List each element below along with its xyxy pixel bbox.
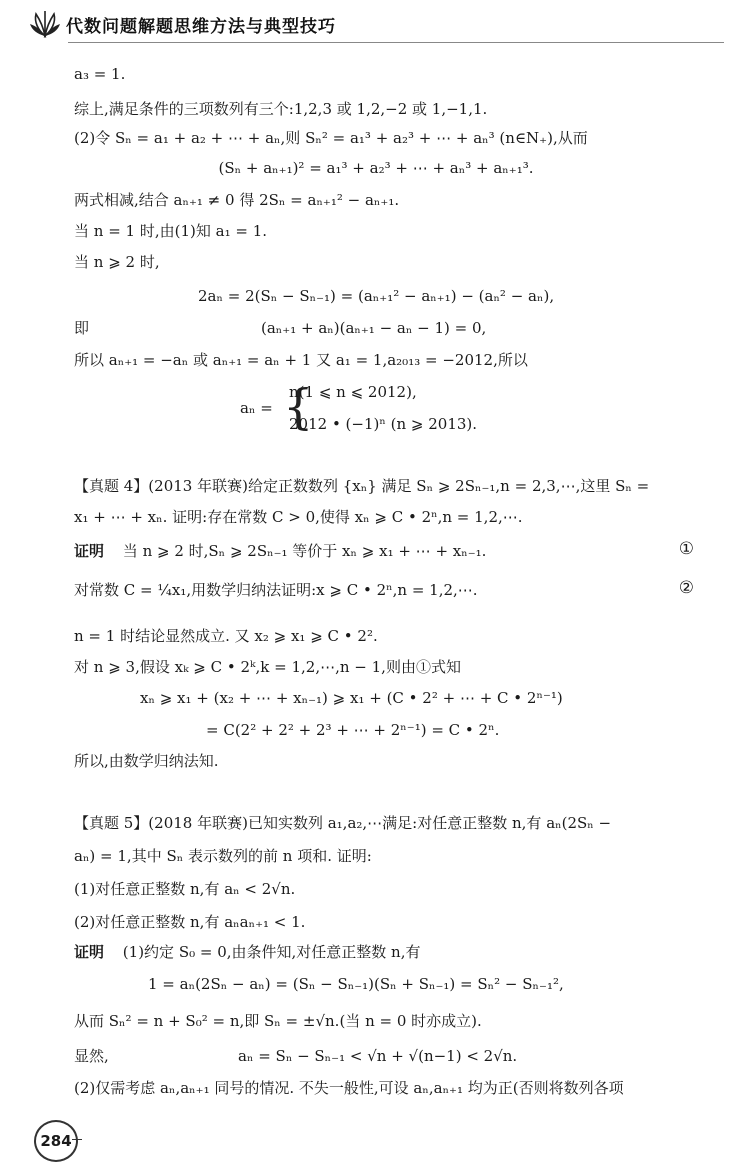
text-line-5: 当 n = 1 时,由(1)知 a₁ = 1. [74, 222, 268, 240]
proof-5-line-1 [74, 942, 420, 962]
problem-4-line-2: x₁ + ⋯ + xₙ. 证明:存在常数 C > 0,使得 xₙ ⩾ C • 2ⁿ,n = 1,2,⋯. [74, 508, 523, 526]
equation-4: xₙ ⩾ x₁ + (x₂ + ⋯ + xₙ₋₁) ⩾ x₁ + (C • 2² + ⋯ + C • 2ⁿ⁻¹) [140, 689, 563, 707]
proof-4-line-4: 对 n ⩾ 3,假设 xₖ ⩾ C • 2ᵏ,k = 1,2,⋯,n − 1,则由①式知 [74, 658, 461, 676]
text-line-7: 即 [74, 319, 90, 337]
text-line-1: a₃ = 1. [74, 65, 126, 83]
equation-6: 1 = aₙ(2Sₙ − aₙ) = (Sₙ − Sₙ₋₁)(Sₙ + Sₙ₋₁) = Sₙ² − Sₙ₋₁², [148, 975, 564, 993]
page-number: 284 [40, 1132, 72, 1150]
text-line-3: (2)令 Sₙ = a₁ + a₂ + ⋯ + aₙ,则 Sₙ² = a₁³ + a₂³ + ⋯ + aₙ³ (n∈N₊),从而 [74, 129, 588, 147]
text-line-2: 综上,满足条件的三项数列有三个:1,2,3 或 1,2,−2 或 1,−1,1. [74, 100, 488, 118]
problem-4-line-1: 【真题 4】(2013 年联赛)给定正数数列 {xₙ} 满足 Sₙ ⩾ 2Sₙ₋₁,n = 2,3,⋯,这里 Sₙ = [74, 477, 650, 495]
piecewise-case-2: 2012 • (−1)ⁿ (n ⩾ 2013). [289, 415, 478, 433]
equation-1: (Sₙ + aₙ₊₁)² = a₁³ + a₂³ + ⋯ + aₙ³ + aₙ₊₁³. [218, 159, 534, 177]
problem-5-item-1: (1)对任意正整数 n,有 aₙ < 2√n. [74, 880, 296, 898]
header-rule [68, 42, 724, 43]
lotus-logo-icon [28, 8, 62, 40]
text-line-4: 两式相减,结合 aₙ₊₁ ≠ 0 得 2Sₙ = aₙ₊₁² − aₙ₊₁. [74, 191, 400, 209]
piecewise-case-1: n(1 ⩽ n ⩽ 2012), [289, 383, 417, 401]
proof-4-line-1 [74, 541, 486, 561]
left-brace: { [283, 379, 314, 435]
equation-2: 2aₙ = 2(Sₙ − Sₙ₋₁) = (aₙ₊₁² − aₙ₊₁) − (aₙ² − aₙ), [198, 287, 555, 305]
proof-4-line-3: n = 1 时结论显然成立. 又 x₂ ⩾ x₁ ⩾ C • 2². [74, 627, 378, 645]
text-line-8: 所以 aₙ₊₁ = −aₙ 或 aₙ₊₁ = aₙ + 1 又 a₁ = 1,a₂₀₁₃ = −2012,所以 [74, 351, 528, 369]
proof-4-text: 当 n ⩾ 2 时,Sₙ ⩾ 2Sₙ₋₁ 等价于 xₙ ⩾ x₁ + ⋯ + xₙ₋₁. [122, 542, 487, 560]
header-title: 代数问题解题思维方法与典型技巧 [66, 16, 336, 37]
page-number-badge [34, 1120, 78, 1162]
proof-4-line-5: 所以,由数学归纳法知. [74, 752, 219, 770]
marker-2: ② [678, 578, 694, 598]
proof-5-text: (1)约定 S₀ = 0,由条件知,对任意正整数 n,有 [122, 943, 421, 961]
text-line-6: 当 n ⩾ 2 时, [74, 253, 160, 271]
problem-5-item-2: (2)对任意正整数 n,有 aₙaₙ₊₁ < 1. [74, 913, 306, 931]
equation-7: aₙ = Sₙ − Sₙ₋₁ < √n + √(n−1) < 2√n. [238, 1047, 518, 1065]
problem-5-line-1: 【真题 5】(2018 年联赛)已知实数列 a₁,a₂,⋯满足:对任意正整数 n,有 aₙ(2Sₙ − [74, 814, 612, 832]
piecewise-lhs: aₙ = [240, 399, 273, 417]
running-header [28, 8, 336, 40]
proof-4-line-2: 对常数 C = ¼x₁,用数学归纳法证明:x ⩾ C • 2ⁿ,n = 1,2,⋯. [74, 581, 478, 599]
proof-label-5: 证明 [74, 943, 105, 961]
equation-3: (aₙ₊₁ + aₙ)(aₙ₊₁ − aₙ − 1) = 0, [261, 319, 487, 337]
page-number-rule [72, 1139, 82, 1140]
problem-5-line-2: aₙ) = 1,其中 Sₙ 表示数列的前 n 项和. 证明: [74, 847, 372, 865]
equation-5: = C(2² + 2² + 2³ + ⋯ + 2ⁿ⁻¹) = C • 2ⁿ. [206, 721, 500, 739]
proof-5-line-3: 显然, [74, 1047, 109, 1065]
proof-5-line-4: (2)仅需考虑 aₙ,aₙ₊₁ 同号的情况. 不失一般性,可设 aₙ,aₙ₊₁ 均为正(否则将数列各项 [74, 1079, 624, 1097]
proof-5-line-2: 从而 Sₙ² = n + S₀² = n,即 Sₙ = ±√n.(当 n = 0 时亦成立). [74, 1012, 482, 1030]
marker-1: ① [678, 539, 694, 559]
proof-label: 证明 [74, 542, 105, 560]
